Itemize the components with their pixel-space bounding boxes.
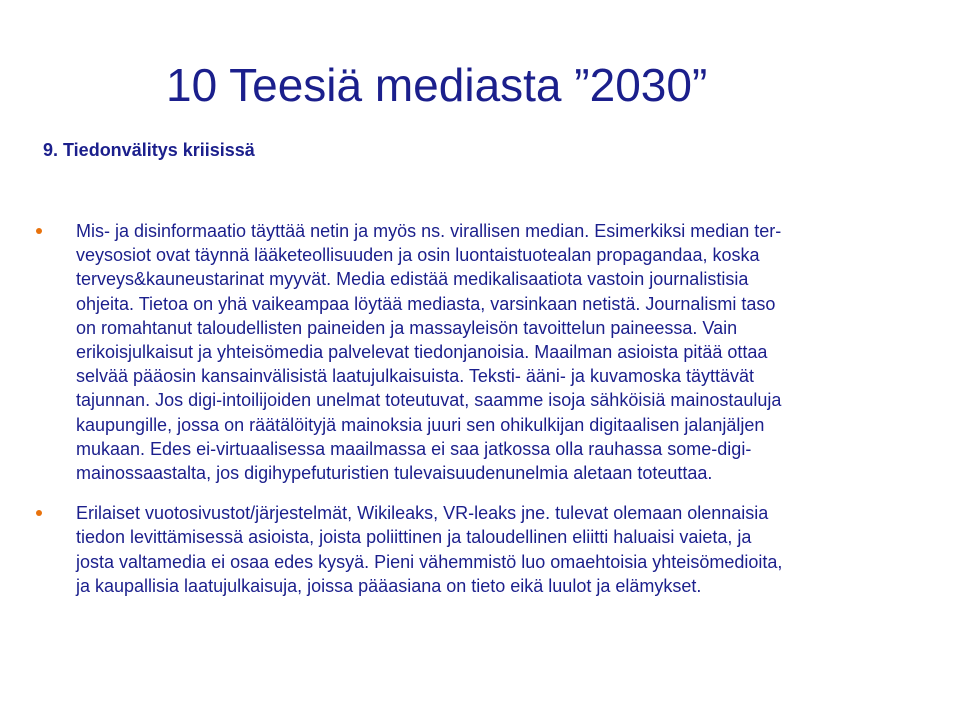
- bullet-line: Mis- ja disinformaatio täyttää netin ja myös ns. virallisen median. Esimerkiksi median ter-: [76, 221, 782, 241]
- bullet-line: erikoisjulkaisut ja yhteisömedia palvelevat tiedonjanoisia. Maailman asioista pitää ottaa: [76, 342, 768, 363]
- bullet-list: [36, 219, 936, 614]
- bullet-line: kaupungille, jossa on räätälöityjä mainoksia juuri sen ohikulkijan digitaalisen jalanjäljen: [76, 414, 765, 435]
- bullet-line: terveys&kauneustarinat myyvät. Media edistää medikalisaatiota vastoin journalistisia: [76, 269, 749, 290]
- bullet-item-2: [36, 501, 936, 598]
- bullet-line: tiedon levittämisessä asioista, joista poliittinen ja taloudellinen eliitti haluaisi vaieta, ja: [76, 527, 752, 548]
- bullet-line: Erilaiset vuotosivustot/järjestelmät, Wikileaks, VR-leaks jne. tulevat olemaan olennaisia: [76, 503, 769, 524]
- bullet-line: on romahtanut taloudellisten paineiden ja massayleisön tavoittelun paineessa. Vain: [76, 317, 738, 338]
- bullet-line: josta valtamedia ei osaa edes kysyä. Pieni vähemmistö luo omaehtoisia yhteisömedioita,: [76, 551, 783, 572]
- slide-title: 10 Teesiä mediasta ”2030”: [166, 59, 708, 111]
- bullet-dot-icon: [36, 228, 42, 234]
- bullet-line: ohjeita. Tietoa on yhä vaikeampaa löytää mediasta, varsinkaan netistä. Journalismi taso: [76, 293, 776, 314]
- bullet-dot-icon: [36, 510, 42, 516]
- bullet-line: ja kaupallisia laatujulkaisuja, joissa pääasiana on tieto eikä luulot ja elämykset.: [76, 575, 702, 596]
- bullet-line: selvää pääosin kansainvälisistä laatujulkaisuista. Teksti- ääni- ja kuvamoska täyttävät: [76, 366, 755, 387]
- bullet-line: tajunnan. Jos digi-intoilijoiden unelmat toteutuvat, saamme isoja sähköisiä mainostauluja: [76, 390, 782, 411]
- bullet-line: mukaan. Edes ei-virtuaalisessa maailmassa ei saa jatkossa olla rauhassa some-digi-: [76, 438, 752, 459]
- bullet-item-1: [36, 219, 936, 485]
- bullet-line: mainossaastalta, jos digihypefuturistien tulevaisuudenunelmia aletaan toteuttaa.: [76, 463, 713, 484]
- slide-subtitle: 9. Tiedonvälitys kriisissä: [43, 140, 255, 160]
- bullet-line: veysosiot ovat täynnä lääketeollisuuden ja osin luontaistuotealan propagandaa, koska: [76, 245, 760, 266]
